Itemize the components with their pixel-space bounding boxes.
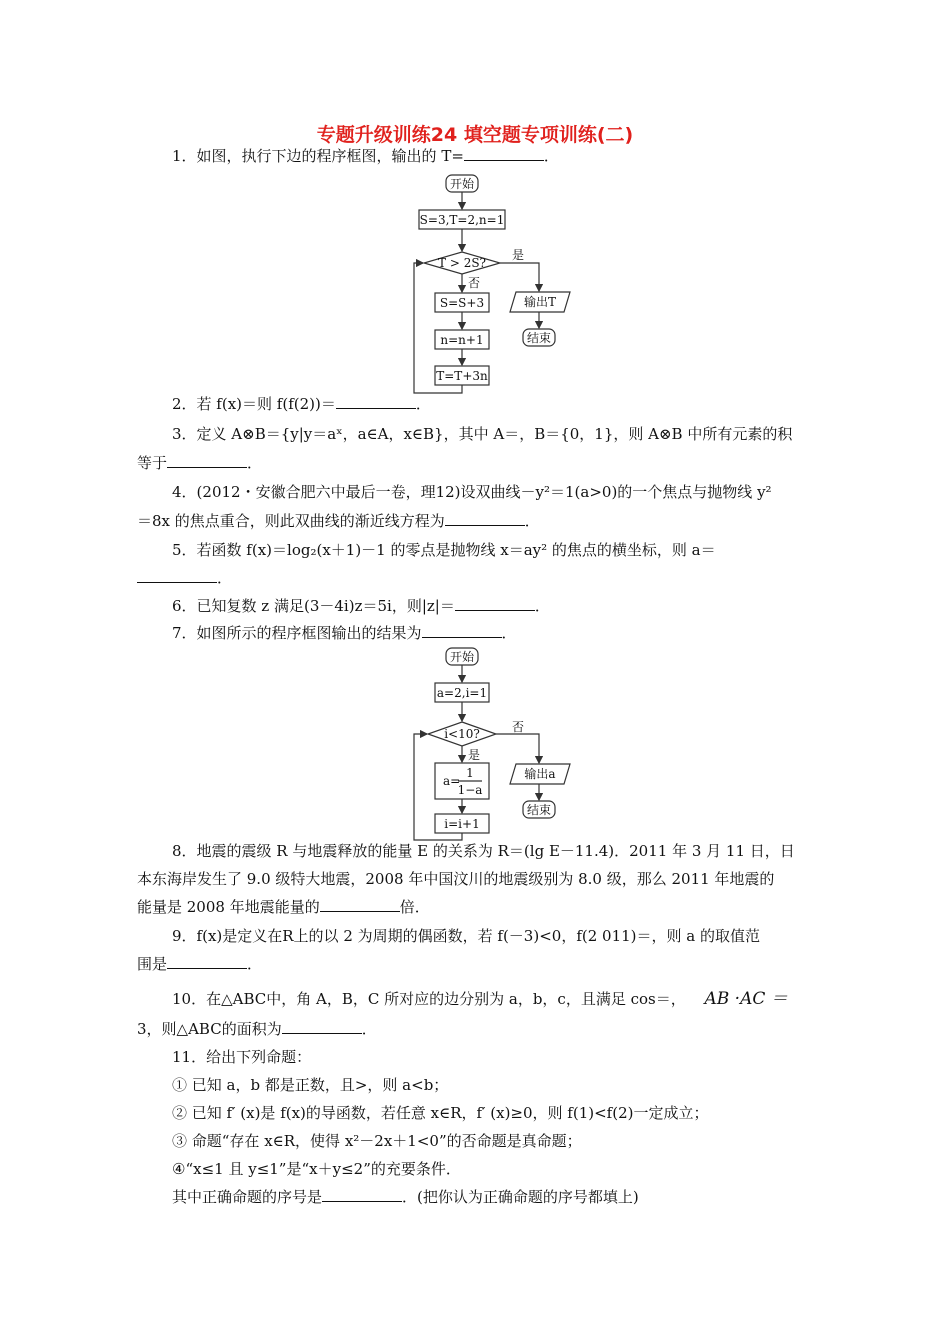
question-10-line-2: 3，则△ABC的面积为 ． [137,1020,377,1038]
question-11-ask [172,1186,639,1208]
question-7-text: 7．如图所示的程序框图输出的结果为 [172,624,422,642]
question-10-text: 10．在△ABC中，角 A，B，C 所对应的边分别为 a，b，c，且满足 cos＝， [172,990,686,1008]
question-5-line-2: ． [137,567,232,589]
step-label-2: n=n+1 [440,333,484,347]
step-label-2: i=i+1 [444,817,480,831]
question-1-text: 1．如图，执行下边的程序框图，输出的 T= [172,147,464,165]
proposition-3: ③ 命题“存在 x∈R，使得 x²－2x＋1<0”的否命题是真命题； [172,1132,582,1150]
step-label-1-den: 1−a [457,783,483,797]
answer-blank [322,1186,402,1202]
question-3-line-1: 3．定义 A⊗B＝{y|y＝aˣ，a∈A，x∈B}，其中 A＝，B＝{0，1}，则 A⊗B 中所有元素的积 [172,425,793,443]
start-label: 开始 [449,177,475,191]
yes-label: 是 [512,248,525,262]
question-2-text: 2．若 f(x)＝则 f(f(2))＝ [172,395,336,413]
question-3-text: 等于 [137,454,168,472]
question-8-line-3 [137,896,430,918]
step-label-1-num: 1 [466,766,474,780]
start-label: 开始 [449,650,475,664]
output-label: 输出T [523,295,557,309]
question-2: 2．若 f(x)＝则 f(f(2))＝ ． [172,395,431,413]
question-11-intro: 11．给出下列命题： [172,1048,312,1066]
question-9-text: 围是 [137,955,168,973]
question-8-line-2: 本东海岸发生了 9.0 级特大地震，2008 年中国汶川的地震级别为 8.0 级，那么 2011 年地震的 [137,870,775,888]
decision-label: T > 2S? [438,256,486,270]
decision-label: i<10? [444,727,480,741]
answer-blank [167,953,247,969]
end-label: 结束 [526,331,552,345]
question-6-text: 6．已知复数 z 满足(3－4i)z＝5i，则|z|＝ [172,597,455,615]
question-10-line-1 [172,988,788,1010]
question-4-text: ＝8x 的焦点重合，则此双曲线的渐近线方程为 [137,512,445,530]
question-8-line-1: 8．地震的震级 R 与地震释放的能量 E 的关系为 R＝(lg E－11.4)．2011 年 3 月 11 日，日 [172,842,795,860]
question-4-line-1: 4．(2012・安徽合肥六中最后一卷，理12)设双曲线－y²＝1(a>0)的一个焦点与抛物线 y² [172,483,772,501]
vector-expression: AB ·AC ＝ [704,989,788,1009]
answer-blank [320,896,400,912]
proposition-4: ④“x≤1 且 y≤1”是“x＋y≤2”的充要条件． [172,1160,461,1178]
proposition-2: ② 已知 f′ (x)是 f(x)的导函数，若任意 x∈R，f′ (x)≥0，则 f(1)<f(2)一定成立； [172,1104,709,1122]
question-3-line-2: 等于 ． [137,454,263,472]
question-11-hint: ．(把你认为正确命题的序号都填上) [402,1188,639,1206]
step-label-3: T=T+3n [436,369,488,383]
init-label: a=2,i=1 [436,686,488,700]
question-4-line-2: ＝8x 的焦点重合，则此双曲线的渐近线方程为 ． [137,512,540,530]
page-title: 专题升级训练24 填空题专项训练(二) [316,124,634,146]
question-7: 7．如图所示的程序框图输出的结果为 ． [172,624,517,642]
question-8-unit: 倍． [399,898,430,916]
question-6: 6．已知复数 z 满足(3－4i)z＝5i，则|z|＝ ． [172,597,550,615]
question-5-line-1: 5．若函数 f(x)＝log₂(x＋1)－1 的零点是抛物线 x＝ay² 的焦点的横坐标，则 a＝ [172,541,716,559]
question-9-line-1: 9．f(x)是定义在R上的以 2 为周期的偶函数，若 f(－3)<0，f(2 011)＝，则 a 的取值范 [172,927,760,945]
question-9-line-2: 围是 ． [137,955,263,973]
question-11-text: 其中正确命题的序号是 [172,1188,323,1206]
step-label-1: S=S+3 [439,296,485,310]
question-10-text-2: 3，则△ABC的面积为 [137,1020,282,1038]
end-label: 结束 [526,803,552,817]
no-label: 否 [468,276,481,290]
no-label: 否 [512,720,525,734]
yes-label: 是 [468,748,481,762]
step-label-1-lhs: a= [443,774,461,788]
output-label: 输出a [524,767,556,781]
init-label: S=3,T=2,n=1 [419,213,505,227]
answer-blank [282,1018,362,1034]
proposition-1: ① 已知 a，b 都是正数，且>，则 a<b； [172,1076,449,1094]
question-8-text: 能量是 2008 年地震能量的 [137,898,320,916]
question-1: 1．如图，执行下边的程序框图，输出的 T= ． [172,147,559,165]
